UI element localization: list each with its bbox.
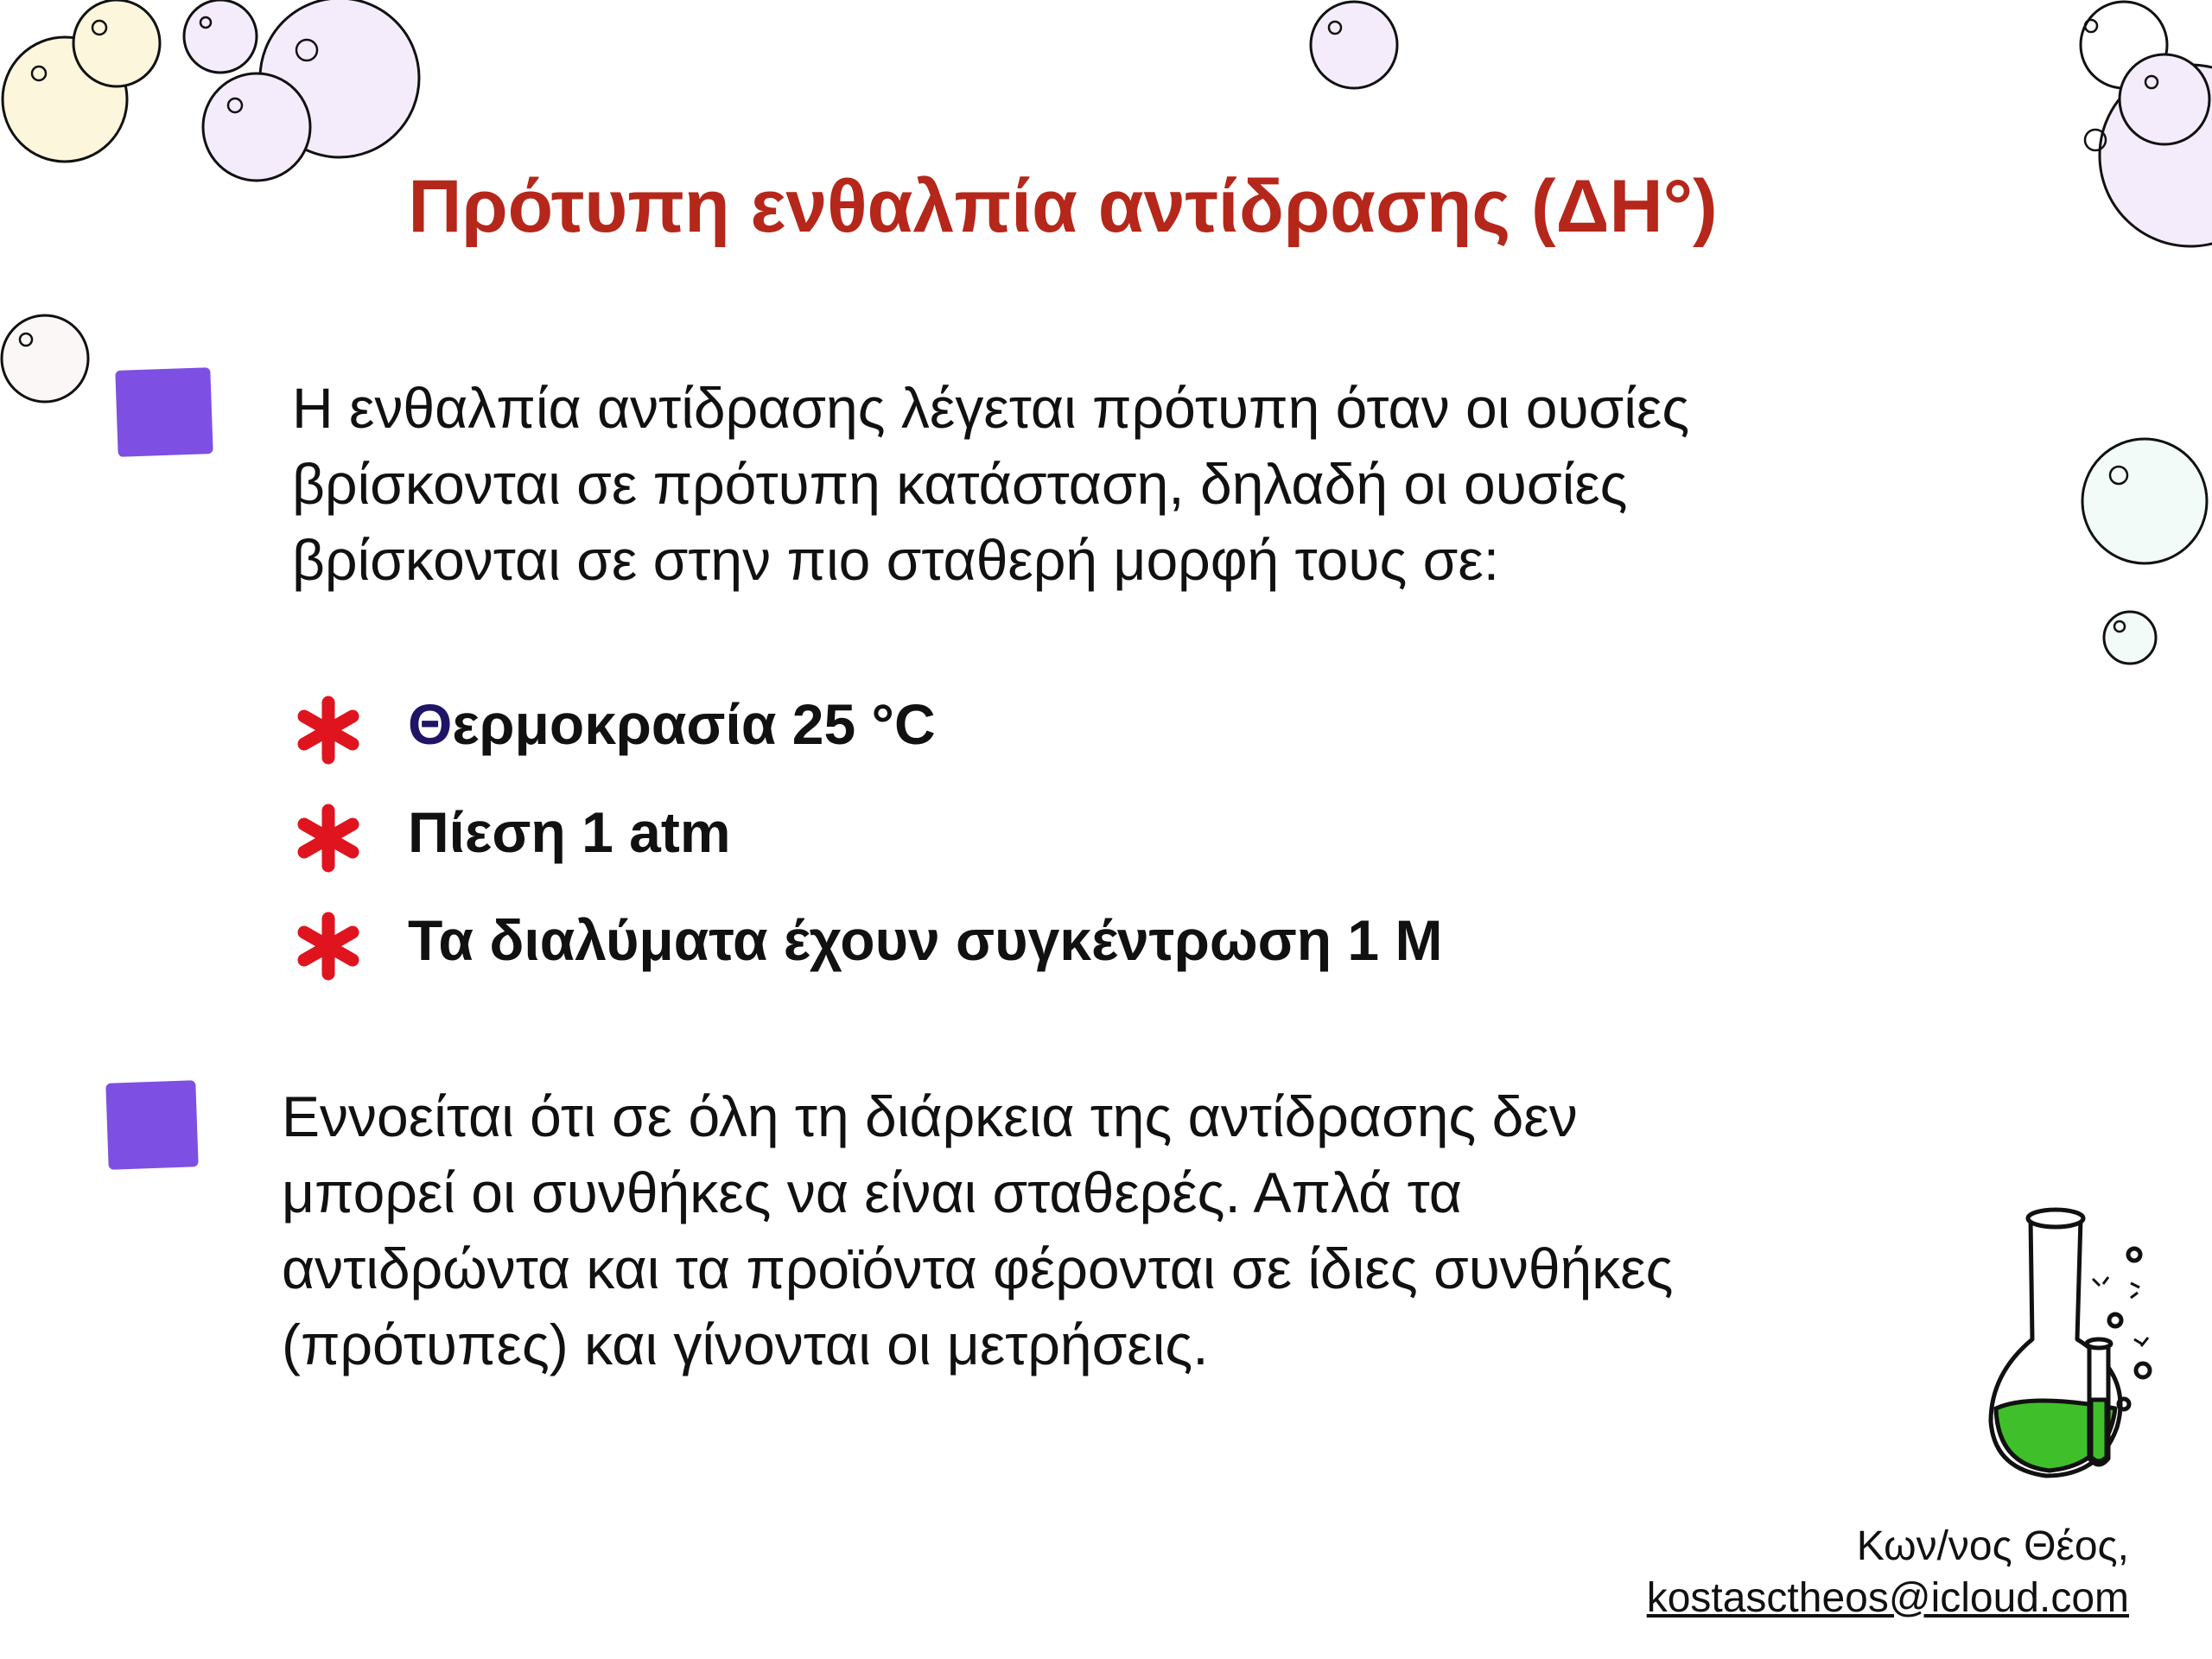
condition-pressure: Πίεση 1 atm — [408, 800, 731, 864]
paragraph-line: βρίσκονται σε πρότυπη κατάσταση, δηλαδή οι ουσίες — [292, 452, 1628, 516]
bubble — [1311, 2, 1397, 88]
paragraph-line: (πρότυπες) και γίνονται οι μετρήσεις. — [282, 1313, 1209, 1376]
paragraph-conditions-note — [282, 1078, 1673, 1382]
paragraph-standard-enthalpy — [292, 370, 1689, 598]
condition-temperature — [408, 691, 936, 757]
bubble — [184, 0, 257, 73]
bubble — [2082, 439, 2207, 563]
author-email-link[interactable]: kostasctheos@icloud.com — [1646, 1575, 2129, 1621]
slide-title: Πρότυπη ενθαλπία αντίδρασης (ΔΗ°) — [408, 165, 1718, 248]
bubble — [2104, 612, 2156, 664]
bubble — [2120, 54, 2209, 144]
asterisk-icon — [294, 912, 363, 981]
square-bullet-icon — [115, 367, 213, 457]
asterisk-icon — [294, 696, 363, 765]
temperature-text: ερμοκρασία 25 °C — [452, 692, 936, 756]
condition-concentration: Τα διαλύματα έχουν συγκέντρωση 1 Μ — [408, 908, 1443, 972]
paragraph-line: Η ενθαλπία αντίδρασης λέγεται πρότυπη όταν οι ουσίες — [292, 376, 1690, 440]
bubble — [2, 315, 88, 402]
asterisk-icon — [294, 804, 363, 873]
paragraph-line: αντιδρώντα και τα προϊόντα φέρονται σε ίδιες συνθήκες — [282, 1236, 1674, 1300]
paragraph-line: Εννοείται ότι σε όλη τη διάρκεια της αντίδρασης δεν — [282, 1084, 1578, 1148]
paragraph-line: μπορεί οι συνθήκες να είναι σταθερές. Απλά τα — [282, 1160, 1462, 1224]
paragraph-line: βρίσκονται σε στην πιο σταθερή μορφή τους σε: — [292, 528, 1500, 592]
author-name: Κων/νος Θέος, — [1856, 1523, 2129, 1569]
theta-symbol: Θ — [408, 692, 453, 756]
square-bullet-icon — [105, 1080, 198, 1170]
chemistry-flask-icon — [1979, 1201, 2177, 1495]
bubble — [73, 0, 160, 86]
author-credit — [1647, 1521, 2129, 1624]
